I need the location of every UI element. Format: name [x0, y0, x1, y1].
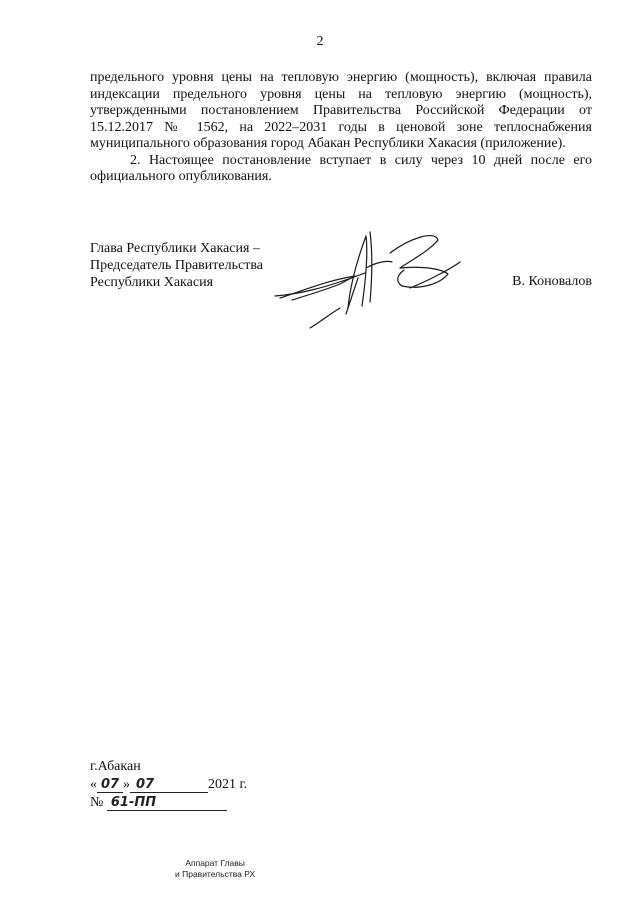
paragraph-1-line: утвержденными постановлением Правительства Российской Федерации от — [90, 103, 592, 118]
position-line: Глава Республики Хакасия – — [90, 241, 260, 256]
stamp-line: и Правительства РХ — [175, 869, 256, 879]
date-open-quote: « — [90, 777, 97, 792]
signatory-name: В. Коновалов — [512, 274, 592, 289]
date-close-quote: » — [123, 777, 130, 792]
stamp-line: Аппарат Главы — [185, 858, 245, 868]
date-month-field — [130, 777, 208, 793]
date-day: 07 — [100, 777, 120, 792]
paragraph-2 — [90, 153, 592, 186]
paragraph-1-line: индексации предельного уровня цены на тепловую энергию (мощность), — [90, 86, 592, 102]
document-footer — [90, 758, 247, 812]
date-day-field — [97, 777, 123, 793]
date-month: 07 — [136, 777, 155, 792]
position-line: Республики Хакасия — [90, 275, 214, 290]
paragraph-1-line: муниципального образования город Абакан Республики Хакасия (приложение). — [90, 136, 566, 151]
paragraph-1 — [90, 70, 592, 153]
number-label: № — [90, 795, 104, 810]
paragraph-2-line: официального опубликования. — [90, 169, 272, 184]
document-number: 61-ПП — [110, 795, 157, 810]
city: г.Абакан — [90, 759, 141, 774]
number-row — [90, 794, 247, 812]
city-row — [90, 758, 247, 776]
page-number: 2 — [316, 34, 324, 49]
number-field — [107, 795, 227, 811]
handwritten-signature — [270, 218, 470, 338]
paragraph-2-line: 2. Настоящее постановление вступает в силу через 10 дней после его — [130, 152, 592, 168]
date-year: 2021 г. — [208, 777, 248, 792]
paragraph-1-line: предельного уровня цены на тепловую энергию (мощность), включая правила — [90, 70, 592, 85]
paragraph-1-line: 15.12.2017 № 1562, на 2022–2031 годы в ценовой зоне теплоснабжения — [90, 119, 592, 135]
document-body — [90, 70, 592, 186]
date-row — [90, 776, 247, 794]
signatory-position — [90, 240, 263, 291]
position-line: Председатель Правительства — [90, 258, 263, 273]
registration-stamp — [175, 858, 255, 880]
